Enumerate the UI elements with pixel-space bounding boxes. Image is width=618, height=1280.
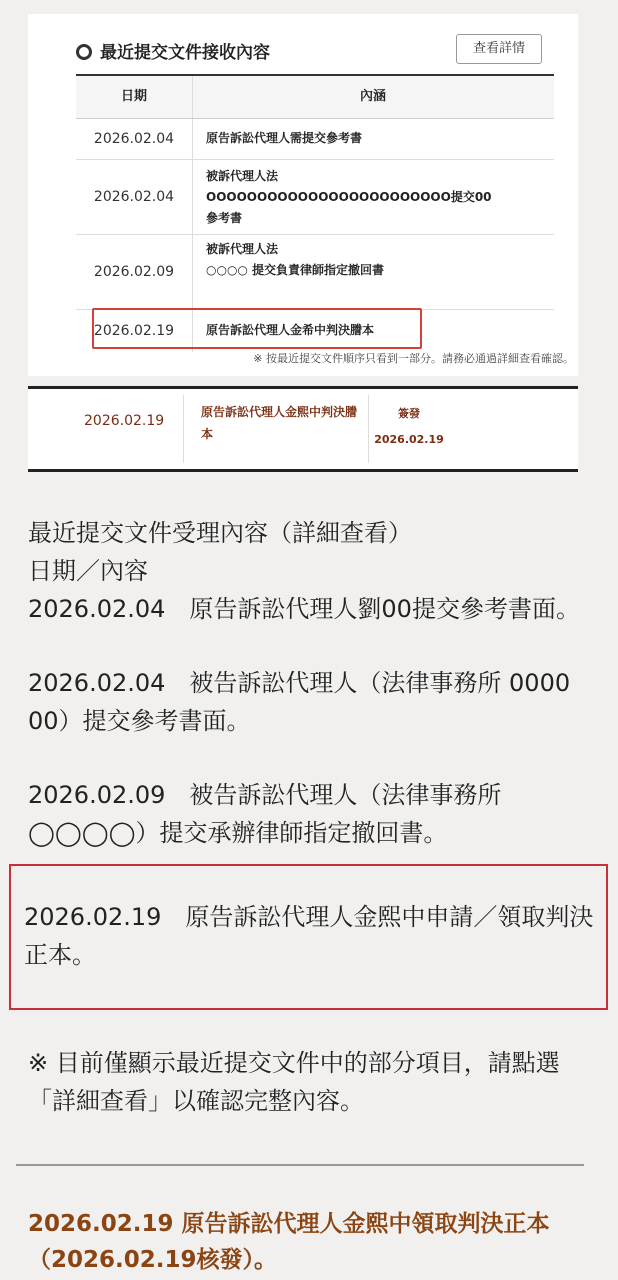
row-line: 被訴代理人法 [206, 169, 279, 183]
entry-text: 2026.02.09 被告訴訟代理人（法律事務所 ◯◯◯◯）提交承辦律師指定撤回書。 [28, 781, 502, 847]
divider [183, 395, 184, 463]
bullet-icon [76, 44, 92, 60]
header-content: 內涵 [359, 89, 386, 104]
section-heading: 最近提交文件受理內容（詳細查看） [28, 519, 412, 547]
entry-text-highlighted: 2026.02.19 原告訴訟代理人金熙中申請／領取判決正本。 [24, 903, 594, 969]
strip-date: 2026.02.19 [84, 413, 165, 429]
row-line: 參考書 [206, 211, 243, 225]
notice-text: ※ 目前僅顯示最近提交文件中的部分項目，請點選「詳細查看」以確認完整內容。 [28, 1049, 560, 1115]
row-date: 2026.02.04 [76, 119, 193, 159]
row-line: 原告訴訟代理人金希中判決謄本 [206, 323, 375, 337]
entry-text: 2026.02.04 原告訴訟代理人劉00提交參考書面。 [28, 595, 580, 623]
final-summary: 2026.02.19 原告訴訟代理人金熙中領取判決正本（2026.02.19核發）。 [28, 1211, 550, 1273]
highlight-strip [28, 386, 578, 472]
highlight-box [92, 308, 422, 349]
section-subheading: 日期／內容 [28, 557, 148, 585]
row-content [206, 160, 554, 235]
table-row[interactable] [76, 160, 554, 235]
row-content [206, 235, 554, 287]
table-row[interactable] [76, 235, 554, 310]
row-line: 被訴代理人法 [206, 242, 279, 256]
submission-card [28, 14, 578, 376]
row-line: OOOOOOOOOOOOOOOOOOOOOOOO提交00 [206, 190, 492, 204]
row-date: 2026.02.04 [76, 160, 193, 234]
table-note: ※ 按最近提交文件順序只看到一部分。請務必通過詳細查看確認。 [253, 352, 574, 365]
divider [16, 1164, 584, 1166]
view-details-button[interactable]: 查看詳情 [456, 34, 542, 64]
row-line: ○○○○ 提交負責律師指定撤回書 [206, 263, 385, 277]
row-date: 2026.02.09 [76, 235, 193, 309]
divider [368, 395, 369, 463]
card-title: 最近提交文件接收內容 [100, 43, 270, 63]
strip-issue-date: 簽發2026.02.19 [374, 407, 444, 446]
row-date: 2026.02.19 [76, 310, 193, 352]
header-date: 日期 [76, 76, 193, 118]
card-header [76, 34, 556, 74]
row-content [206, 119, 554, 155]
row-line: 原告訴訟代理人需提交參考書 [206, 131, 363, 145]
table-row[interactable] [76, 119, 554, 160]
entry-text: 2026.02.04 被告訴訟代理人（法律事務所 0000 00）提交參考書面。 [28, 669, 571, 735]
strip-content: 原告訴訟代理人金熙中判決謄本 [201, 405, 358, 441]
table-header [76, 76, 554, 119]
